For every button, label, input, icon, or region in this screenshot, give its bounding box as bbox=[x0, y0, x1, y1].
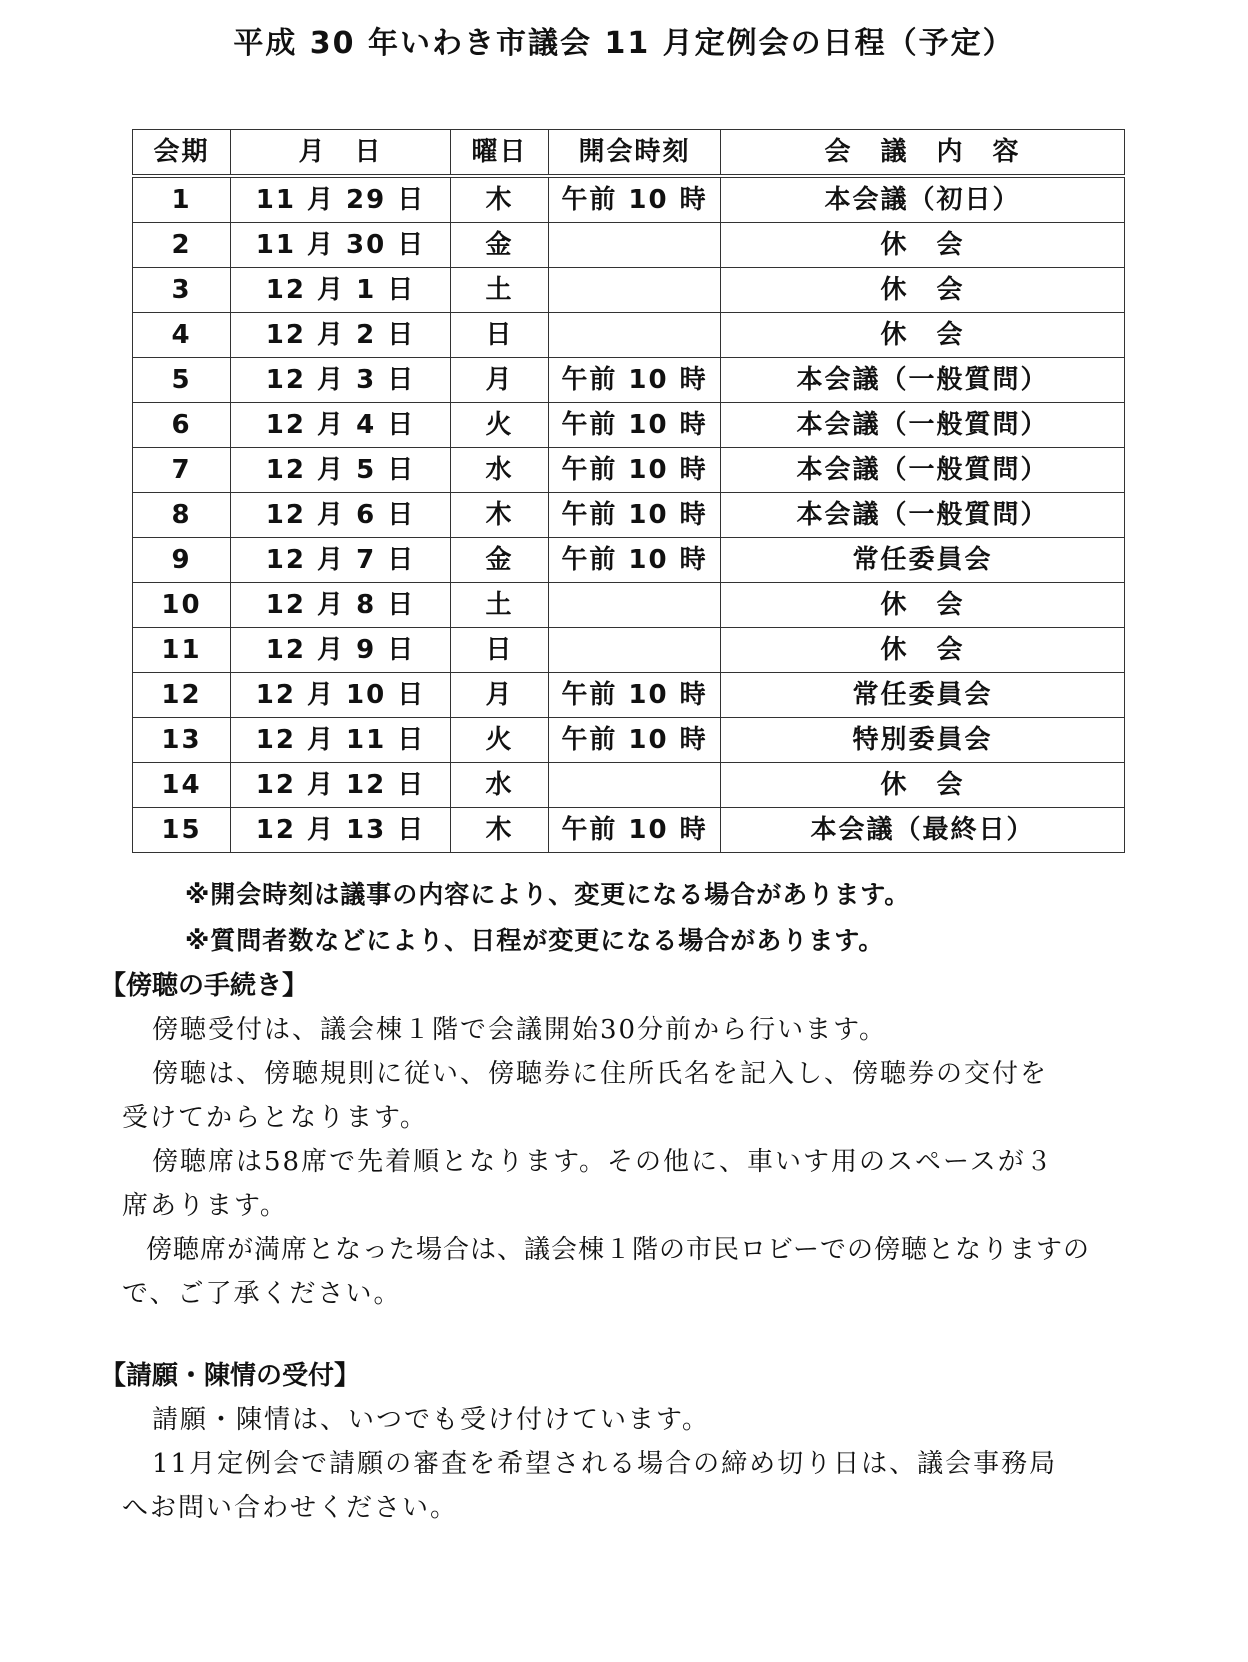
petition-section bbox=[100, 1354, 1160, 1530]
cell-content: 本会議（一般質問） bbox=[721, 358, 1125, 403]
text-line: で、ご了承ください。 bbox=[122, 1279, 402, 1309]
cell-date: 12 月 4 日 bbox=[231, 403, 451, 448]
cell-session: 14 bbox=[133, 763, 231, 808]
hearing-heading: 【傍聴の手続き】 bbox=[100, 971, 309, 1001]
cell-content: 休 会 bbox=[721, 763, 1125, 808]
text-line: 傍聴は、傍聴規則に従い、傍聴券に住所氏名を記入し、傍聴券の交付を bbox=[152, 1059, 1049, 1089]
hearing-paragraph-2-cont bbox=[100, 1096, 1160, 1140]
table-row bbox=[133, 763, 1125, 808]
cell-content: 常任委員会 bbox=[721, 538, 1125, 583]
petition-paragraph-1 bbox=[100, 1398, 1160, 1442]
cell-session: 3 bbox=[133, 268, 231, 313]
notes-list bbox=[185, 872, 1085, 964]
cell-start-time bbox=[549, 628, 721, 673]
table-row bbox=[133, 358, 1125, 403]
table-row bbox=[133, 538, 1125, 583]
cell-session: 4 bbox=[133, 313, 231, 358]
cell-content: 本会議（一般質問） bbox=[721, 493, 1125, 538]
table-row bbox=[133, 718, 1125, 763]
cell-date: 12 月 9 日 bbox=[231, 628, 451, 673]
cell-weekday: 火 bbox=[451, 718, 549, 763]
table-row bbox=[133, 268, 1125, 313]
cell-content: 休 会 bbox=[721, 313, 1125, 358]
cell-session: 7 bbox=[133, 448, 231, 493]
cell-weekday: 木 bbox=[451, 493, 549, 538]
table-row bbox=[133, 313, 1125, 358]
cell-start-time bbox=[549, 763, 721, 808]
header-content: 会 議 内 容 bbox=[721, 130, 1125, 177]
cell-weekday: 月 bbox=[451, 673, 549, 718]
cell-content: 本会議（一般質問） bbox=[721, 403, 1125, 448]
cell-weekday: 土 bbox=[451, 268, 549, 313]
table-row bbox=[133, 628, 1125, 673]
petition-paragraph-2 bbox=[100, 1442, 1160, 1486]
header-weekday: 曜日 bbox=[451, 130, 549, 177]
header-date: 月 日 bbox=[231, 130, 451, 177]
cell-date: 12 月 3 日 bbox=[231, 358, 451, 403]
table-row bbox=[133, 673, 1125, 718]
cell-session: 1 bbox=[133, 176, 231, 223]
cell-start-time: 午前 10 時 bbox=[549, 448, 721, 493]
cell-date: 12 月 11 日 bbox=[231, 718, 451, 763]
cell-start-time bbox=[549, 268, 721, 313]
cell-weekday: 金 bbox=[451, 223, 549, 268]
cell-weekday: 土 bbox=[451, 583, 549, 628]
cell-start-time bbox=[549, 313, 721, 358]
cell-session: 15 bbox=[133, 808, 231, 853]
cell-start-time: 午前 10 時 bbox=[549, 403, 721, 448]
cell-weekday: 木 bbox=[451, 808, 549, 853]
text-line: へお問い合わせください。 bbox=[122, 1493, 459, 1523]
cell-weekday: 水 bbox=[451, 763, 549, 808]
cell-weekday: 水 bbox=[451, 448, 549, 493]
cell-weekday: 月 bbox=[451, 358, 549, 403]
cell-session: 13 bbox=[133, 718, 231, 763]
cell-start-time bbox=[549, 583, 721, 628]
cell-start-time: 午前 10 時 bbox=[549, 493, 721, 538]
table-row bbox=[133, 808, 1125, 853]
hearing-paragraph-2 bbox=[100, 1052, 1160, 1096]
cell-content: 休 会 bbox=[721, 223, 1125, 268]
cell-content: 休 会 bbox=[721, 628, 1125, 673]
schedule-table bbox=[132, 129, 1125, 853]
cell-date: 12 月 1 日 bbox=[231, 268, 451, 313]
table-header-row bbox=[133, 130, 1125, 177]
hearing-section bbox=[100, 964, 1160, 1316]
cell-weekday: 金 bbox=[451, 538, 549, 583]
table-row bbox=[133, 223, 1125, 268]
table-row bbox=[133, 493, 1125, 538]
cell-date: 12 月 2 日 bbox=[231, 313, 451, 358]
schedule-body bbox=[133, 176, 1125, 853]
hearing-paragraph-3-cont bbox=[100, 1184, 1160, 1228]
table-row bbox=[133, 448, 1125, 493]
hearing-paragraph-3 bbox=[100, 1140, 1160, 1184]
cell-date: 12 月 13 日 bbox=[231, 808, 451, 853]
cell-date: 12 月 10 日 bbox=[231, 673, 451, 718]
cell-date: 11 月 29 日 bbox=[231, 176, 451, 223]
cell-start-time: 午前 10 時 bbox=[549, 358, 721, 403]
cell-session: 2 bbox=[133, 223, 231, 268]
cell-start-time: 午前 10 時 bbox=[549, 808, 721, 853]
cell-session: 10 bbox=[133, 583, 231, 628]
hearing-paragraph-1 bbox=[100, 1008, 1160, 1052]
cell-session: 5 bbox=[133, 358, 231, 403]
cell-weekday: 日 bbox=[451, 628, 549, 673]
text-line: 傍聴席は58席で先着順となります。その他に、車いす用のスペースが３ bbox=[152, 1147, 1054, 1177]
cell-weekday: 日 bbox=[451, 313, 549, 358]
cell-content: 本会議（初日） bbox=[721, 176, 1125, 223]
text-line: 傍聴席が満席となった場合は、議会棟１階の市民ロビーでの傍聴となりますの bbox=[146, 1235, 1090, 1265]
cell-date: 12 月 8 日 bbox=[231, 583, 451, 628]
cell-start-time: 午前 10 時 bbox=[549, 176, 721, 223]
cell-date: 11 月 30 日 bbox=[231, 223, 451, 268]
cell-start-time bbox=[549, 223, 721, 268]
text-line: 11月定例会で請願の審査を希望される場合の締め切り日は、議会事務局 bbox=[152, 1449, 1058, 1479]
cell-start-time: 午前 10 時 bbox=[549, 718, 721, 763]
petition-paragraph-2-cont bbox=[100, 1486, 1160, 1530]
hearing-paragraph-4-cont bbox=[100, 1272, 1160, 1316]
text-line: 受けてからとなります。 bbox=[122, 1103, 428, 1133]
cell-session: 11 bbox=[133, 628, 231, 673]
text-line: 傍聴受付は、議会棟１階で会議開始30分前から行います。 bbox=[152, 1015, 888, 1045]
table-row bbox=[133, 176, 1125, 223]
text-line: 請願・陳情は、いつでも受け付けています。 bbox=[152, 1405, 710, 1435]
cell-session: 9 bbox=[133, 538, 231, 583]
table-row bbox=[133, 583, 1125, 628]
cell-weekday: 木 bbox=[451, 176, 549, 223]
cell-session: 6 bbox=[133, 403, 231, 448]
cell-content: 常任委員会 bbox=[721, 673, 1125, 718]
cell-content: 本会議（一般質問） bbox=[721, 448, 1125, 493]
cell-weekday: 火 bbox=[451, 403, 549, 448]
cell-date: 12 月 7 日 bbox=[231, 538, 451, 583]
table-row bbox=[133, 403, 1125, 448]
petition-heading: 【請願・陳情の受付】 bbox=[100, 1361, 361, 1391]
hearing-paragraph-4 bbox=[100, 1228, 1160, 1272]
cell-date: 12 月 6 日 bbox=[231, 493, 451, 538]
cell-start-time: 午前 10 時 bbox=[549, 673, 721, 718]
cell-date: 12 月 5 日 bbox=[231, 448, 451, 493]
cell-session: 12 bbox=[133, 673, 231, 718]
header-session: 会期 bbox=[133, 130, 231, 177]
cell-session: 8 bbox=[133, 493, 231, 538]
cell-date: 12 月 12 日 bbox=[231, 763, 451, 808]
cell-start-time: 午前 10 時 bbox=[549, 538, 721, 583]
header-start-time: 開会時刻 bbox=[549, 130, 721, 177]
cell-content: 休 会 bbox=[721, 268, 1125, 313]
note-item: ※質問者数などにより、日程が変更になる場合があります。 bbox=[185, 926, 885, 955]
note-item: ※開会時刻は議事の内容により、変更になる場合があります。 bbox=[185, 880, 911, 909]
cell-content: 特別委員会 bbox=[721, 718, 1125, 763]
cell-content: 本会議（最終日） bbox=[721, 808, 1125, 853]
cell-content: 休 会 bbox=[721, 583, 1125, 628]
text-line: 席あります。 bbox=[122, 1191, 288, 1221]
page-title: 平成 30 年いわき市議会 11 月定例会の日程（予定） bbox=[233, 26, 1015, 61]
